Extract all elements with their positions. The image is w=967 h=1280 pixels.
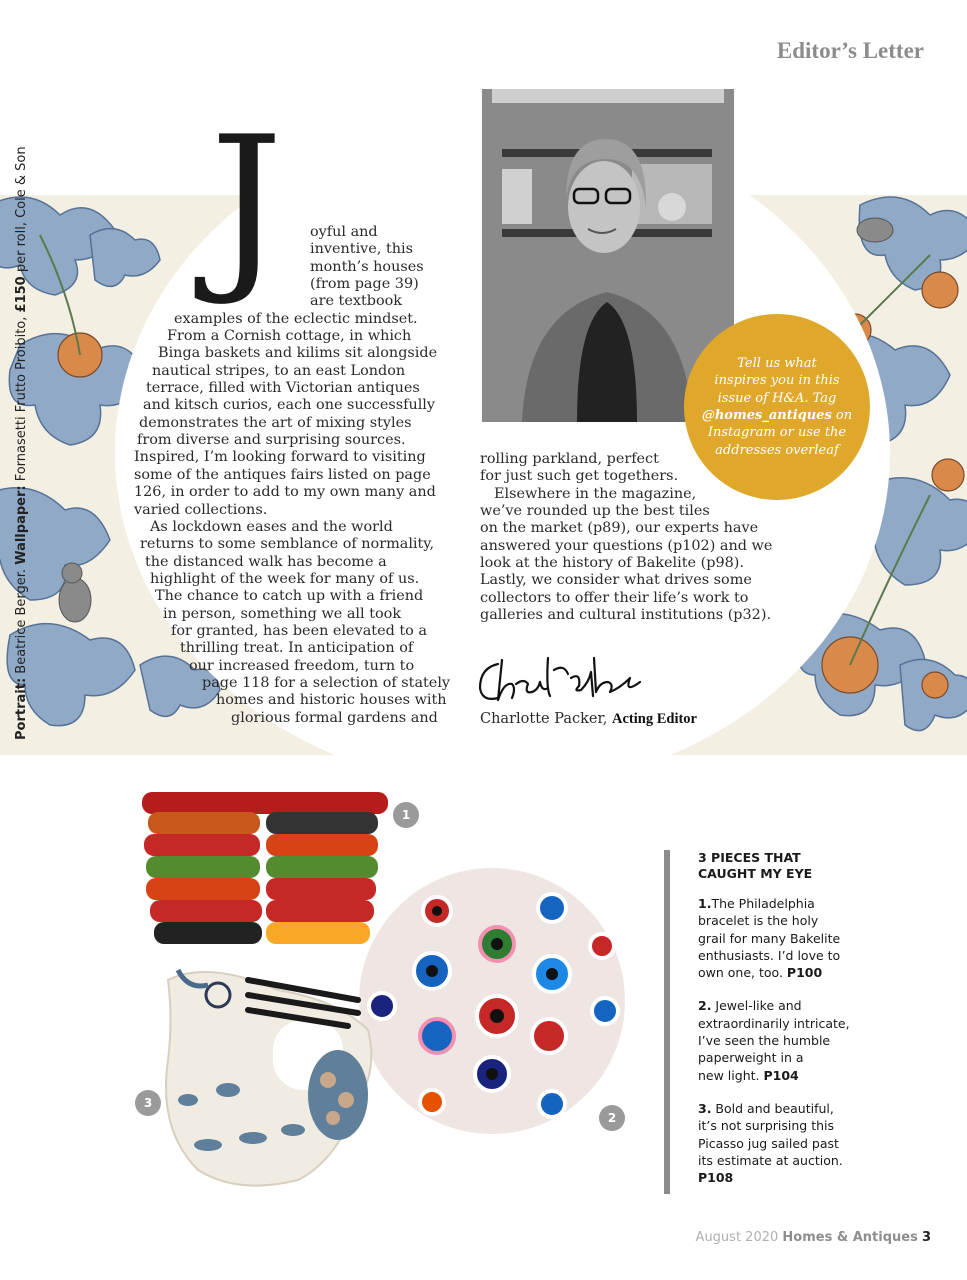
callout-line: issue of H&A. Tag: [717, 390, 837, 406]
letter-line: examples of the eclectic mindset.: [174, 310, 418, 327]
piece-text: I’ve seen the humble: [698, 1033, 831, 1049]
letter-line: glorious formal gardens and: [231, 709, 438, 726]
letter-line: we’ve rounded up the best tiles: [480, 503, 710, 520]
piece-badge: 1: [393, 802, 419, 828]
credit-wallpaper-value: Fornasetti Frutto Proibito,: [14, 316, 29, 482]
three-pieces-panel: [698, 850, 858, 1202]
letter-line: Elsewhere in the magazine,: [494, 485, 697, 502]
callout-line: on: [831, 408, 853, 423]
letter-line: returns to some semblance of normality,: [140, 536, 435, 553]
letter-line: homes and historic houses with: [216, 692, 447, 709]
letter-line: from diverse and surprising sources.: [137, 432, 406, 449]
piece-page-ref: P108: [698, 1170, 734, 1186]
letter-line: galleries and cultural institutions (p32).: [480, 607, 772, 624]
piece-text: extraordinarily intricate,: [698, 1015, 850, 1031]
piece-text: bracelet is the holy: [698, 913, 819, 929]
piece-item: [698, 1100, 858, 1186]
letter-line: terrace, filled with Victorian antiques: [146, 380, 420, 397]
pieces-heading-line: 3 PIECES THAT: [698, 850, 801, 865]
credit-price: £150: [14, 276, 29, 313]
piece-text: paperweight in a: [698, 1050, 804, 1066]
editor-signature: [476, 650, 666, 710]
piece-text: Bold and beautiful,: [711, 1100, 834, 1116]
pieces-heading: [698, 850, 858, 881]
pieces-heading-line: CAUGHT MY EYE: [698, 865, 813, 881]
footer-magazine: Homes & Antiques: [782, 1230, 918, 1245]
instagram-handle[interactable]: @homes_antiques: [701, 408, 832, 423]
letter-line: 126, in order to add to my own many and: [134, 484, 436, 501]
piece-item: [698, 997, 858, 1083]
letter-line: As lockdown eases and the world: [150, 518, 393, 535]
piece-number: 2.: [698, 998, 712, 1014]
page-footer: [696, 1230, 931, 1245]
letter-line: are textbook: [310, 293, 403, 310]
letter-column-left: [0, 224, 470, 727]
credit-portrait-value: Beatrice Berger.: [14, 568, 29, 674]
letter-line: The chance to catch up with a friend: [155, 588, 424, 605]
letter-line: the distanced walk has become a: [145, 553, 387, 570]
editor-name: Charlotte Packer,: [480, 711, 608, 727]
footer-date: August 2020: [695, 1230, 779, 1245]
letter-line: our increased freedom, turn to: [189, 657, 415, 674]
letter-line: Inspired, I’m looking forward to visiting: [134, 449, 426, 466]
social-callout: [684, 314, 870, 500]
piece-number: 1.: [698, 896, 712, 911]
editor-role: Acting Editor: [612, 711, 697, 727]
letter-line: oyful and: [310, 224, 378, 240]
piece-text: Jewel-like and: [711, 998, 802, 1014]
piece-text: new light.: [698, 1067, 764, 1083]
letter-line: in person, something we all took: [163, 605, 402, 622]
credit-portrait-label: Portrait:: [14, 677, 29, 740]
letter-line: answered your questions (p102) and we: [480, 537, 773, 554]
letter-line: thrilling treat. In anticipation of: [180, 640, 414, 657]
picasso-jug-image: [148, 950, 388, 1194]
letter-line: look at the history of Bakelite (p98).: [480, 555, 744, 572]
letter-line: rolling parkland, perfect: [480, 451, 659, 467]
letter-line: for granted, has been elevated to a: [171, 622, 427, 639]
letter-line: page 118 for a selection of stately: [202, 674, 451, 691]
letter-line: demonstrates the art of mixing styles: [139, 414, 412, 431]
credit-wallpaper-label: Wallpaper:: [14, 485, 29, 565]
letter-line: some of the antiques fairs listed on page: [134, 466, 431, 483]
letter-line: (from page 39): [310, 276, 419, 293]
letter-line: month’s houses: [310, 258, 424, 275]
millefiori-paperweight-image: [357, 866, 627, 1140]
piece-text: own one, too.: [698, 965, 787, 981]
letter-line: Binga baskets and kilims sit alongside: [158, 345, 438, 362]
piece-page-ref: P100: [786, 965, 823, 981]
bakelite-bracelet-image: [140, 790, 390, 952]
piece-text: grail for many Bakelite: [698, 930, 841, 946]
sign-off: [480, 711, 697, 728]
letter-line: nautical stripes, to an east London: [152, 362, 406, 379]
letter-line: collectors to offer their life’s work to: [480, 589, 749, 606]
letter-line: on the market (p89), our experts have: [480, 520, 759, 537]
piece-number: 3.: [698, 1100, 712, 1116]
callout-line: Tell us what: [737, 355, 817, 371]
letter-line: inventive, this: [310, 241, 414, 258]
piece-badge: 3: [135, 1090, 161, 1116]
piece-text: its estimate at auction.: [698, 1152, 843, 1168]
callout-line: Instagram or use the: [707, 425, 847, 441]
letter-line: Lastly, we consider what drives some: [480, 572, 752, 589]
piece-badge: 2: [599, 1105, 625, 1131]
letter-line: From a Cornish cottage, in which: [167, 328, 412, 345]
piece-text: Picasso jug sailed past: [698, 1135, 839, 1151]
callout-line: inspires you in this: [714, 373, 840, 389]
piece-text: enthusiasts. I’d love to: [698, 947, 841, 963]
drop-cap: J: [210, 97, 283, 309]
page-number: 3: [921, 1230, 931, 1245]
letter-line: varied collections.: [134, 501, 268, 518]
piece-text: it’s not surprising this: [698, 1118, 835, 1134]
letter-line: for just such get togethers.: [480, 468, 679, 485]
piece-page-ref: P104: [763, 1067, 799, 1083]
piece-text: The Philadelphia: [711, 896, 815, 911]
letter-line: and kitsch curios, each one successfully: [143, 397, 436, 414]
sidebar-rule: [664, 850, 670, 1194]
callout-line: addresses overleaf: [715, 442, 839, 458]
piece-item: [698, 895, 858, 981]
letter-line: highlight of the week for many of us.: [150, 570, 420, 587]
section-title: Editor’s Letter: [776, 38, 924, 63]
credit-price-suffix: per roll, Cole & Son: [14, 146, 29, 273]
